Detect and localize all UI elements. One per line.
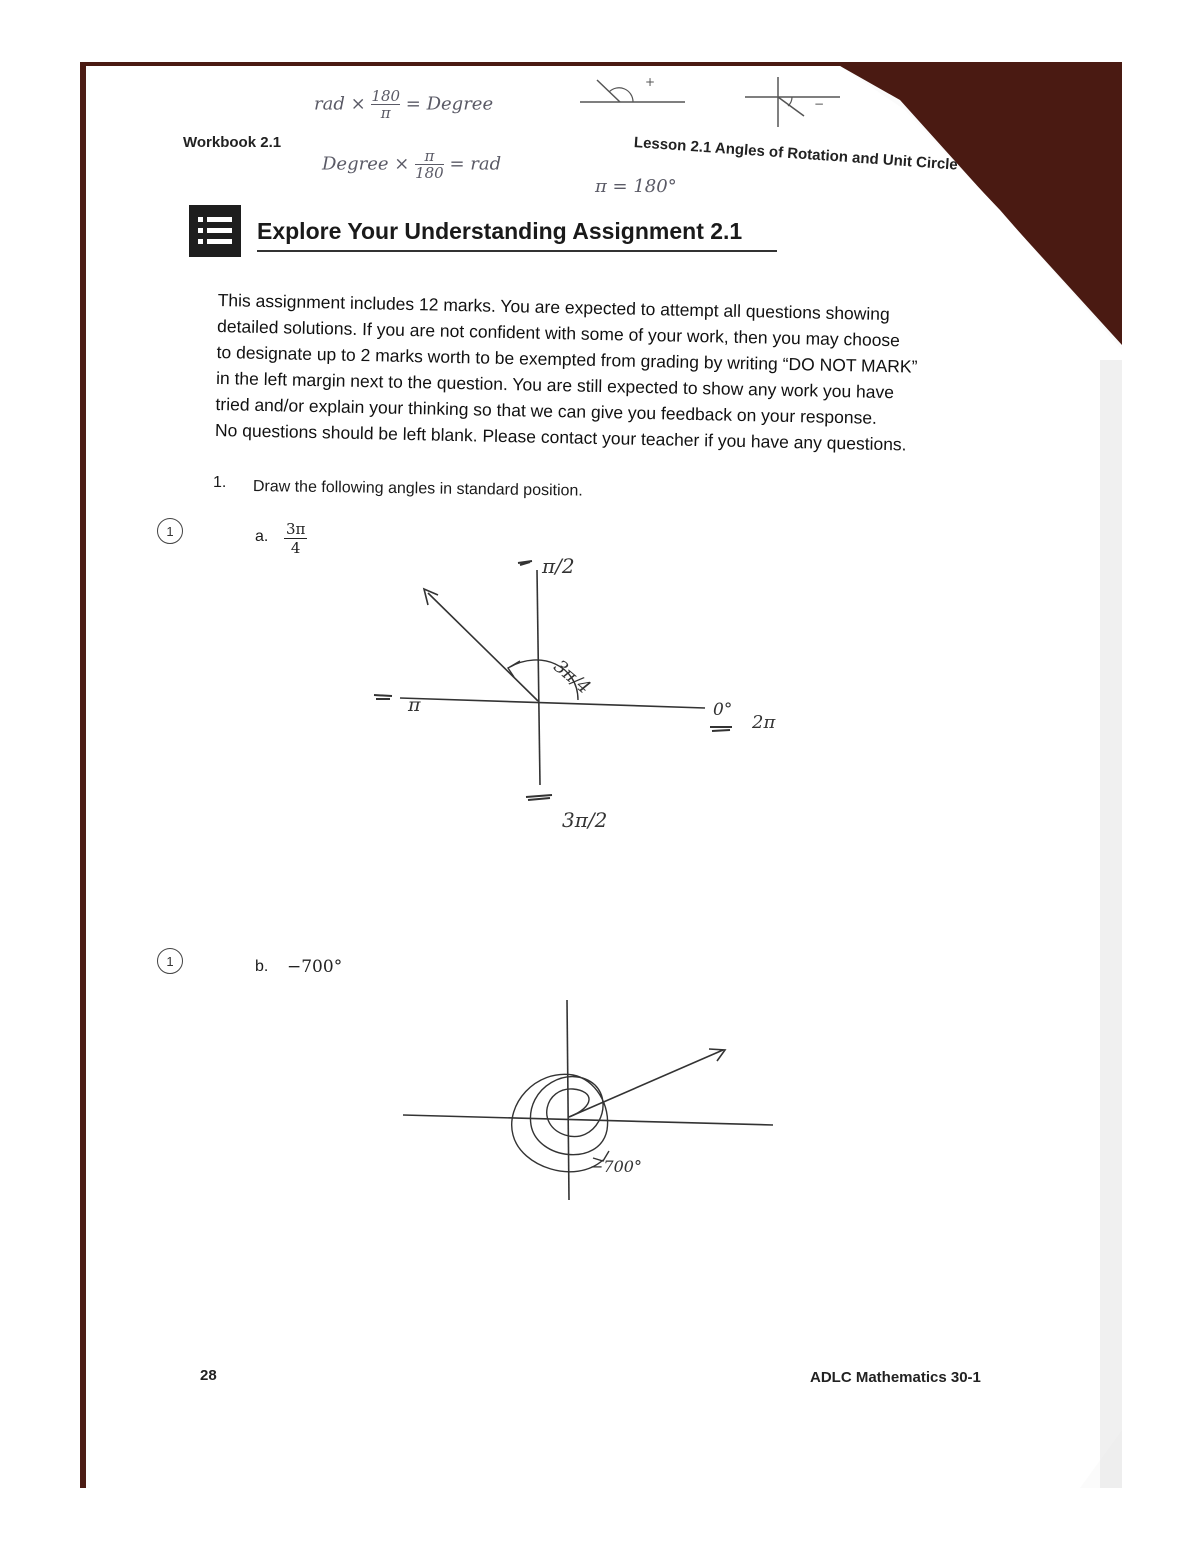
hand-note-text: Degree × (322, 153, 410, 175)
hand-sketch-negative-angle (740, 72, 850, 132)
part-a-angle (284, 520, 307, 557)
angle-denominator: 4 (290, 539, 301, 557)
hand-sketch-positive-angle (575, 72, 695, 122)
workbook-label: Workbook 2.1 (183, 134, 282, 151)
instruction-line: in the left margin next to the question. You are still expected to show any work you have (215, 367, 895, 403)
hand-note-text: = rad (449, 153, 502, 175)
handwritten-deg-to-rad (322, 148, 501, 181)
handwritten-rad-to-deg (314, 88, 493, 121)
instruction-line: to designate up to 2 marks worth to be exempted from grading by writing “DO NOT MARK” (216, 341, 918, 377)
sketch-minus-label: − (814, 97, 825, 111)
handwritten-pi-equals: π = 180° (595, 176, 677, 197)
instruction-line: No questions should be left blank. Please contact your teacher if you have any questions. (214, 419, 907, 455)
hand-note-numerator: π (415, 148, 444, 165)
part-b-angle: −700° (287, 957, 343, 977)
instruction-line: detailed solutions. If you are not confident with some of your work, then you may choose (216, 315, 901, 351)
question-number: 1. (213, 474, 227, 491)
hand-note-denominator: π (380, 104, 391, 122)
label-pi-over-2: π/2 (542, 554, 575, 578)
label-negative-700: −700° (590, 1157, 642, 1176)
part-a-label: a. (255, 528, 269, 545)
hand-note-denominator: 180 (415, 164, 444, 182)
angle-numerator: 3π (286, 520, 306, 538)
question-prompt: Draw the following angles in standard position. (252, 478, 583, 500)
title-underline (257, 250, 777, 252)
assignment-title: Explore Your Understanding Assignment 2.1 (257, 218, 743, 244)
sketch-plus-label: + (645, 75, 656, 89)
mark-badge: 1 (157, 948, 183, 974)
hand-note-numerator: 180 (371, 87, 401, 105)
part-b-drawing (395, 995, 795, 1210)
label-3pi-over-4: 3π/4 (549, 656, 595, 699)
part-b-label: b. (255, 958, 269, 975)
list-icon (189, 205, 241, 257)
page-number: 28 (200, 1367, 217, 1384)
instruction-line: This assignment includes 12 marks. You are expected to attempt all questions showing (217, 289, 890, 325)
instructions-paragraph (215, 287, 1018, 460)
mark-badge: 1 (157, 518, 183, 544)
label-2pi: 2π (752, 712, 776, 733)
hand-note-text: = Degree (405, 93, 494, 115)
course-name: ADLC Mathematics 30-1 (810, 1369, 981, 1386)
label-zero-degrees: 0° (713, 700, 733, 720)
hand-note-text: rad × (314, 93, 366, 115)
label-3pi-over-2: 3π/2 (562, 808, 608, 832)
label-pi: π (408, 694, 421, 716)
lesson-label: Lesson 2.1 Angles of Rotation and Unit Circle (633, 134, 959, 174)
instruction-line: tried and/or explain your thinking so that we can give you feedback on your response. (215, 393, 878, 428)
